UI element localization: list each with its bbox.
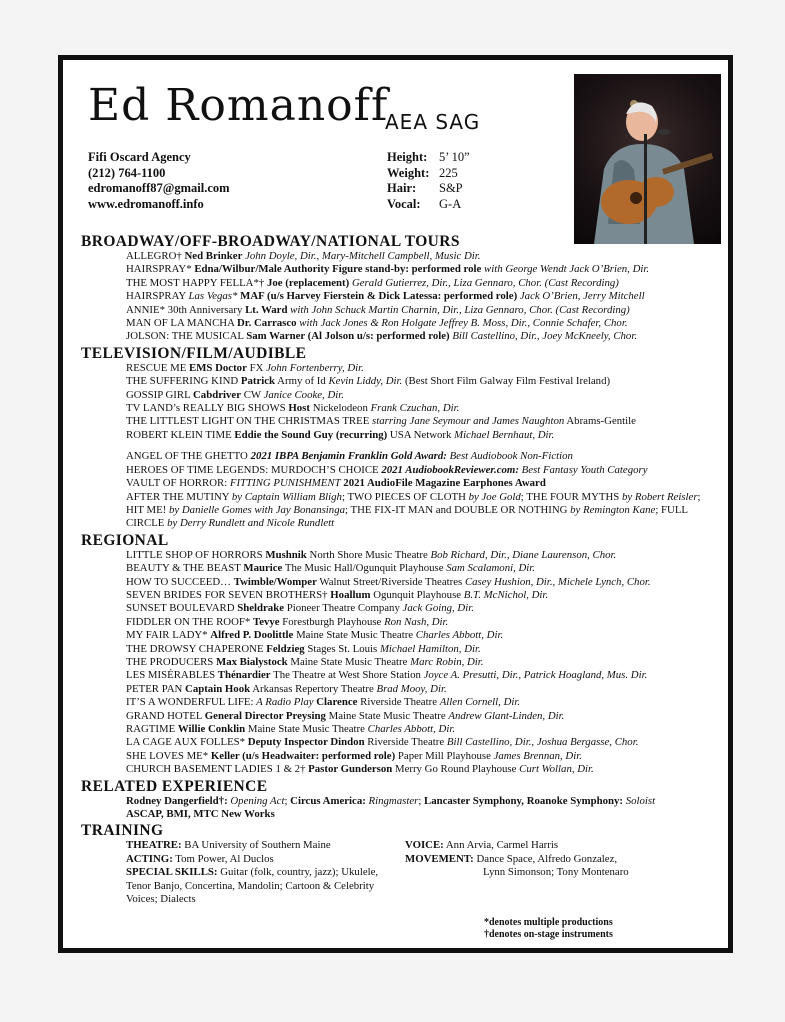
regional-list [81, 549, 721, 777]
tv-entry [81, 429, 721, 442]
venue: The Theatre at West Shore Station [273, 669, 421, 682]
training-skills: SPECIAL SKILLS: Guitar (folk, country, jazz); Ukulele, Tenor Banjo, Concertina, Mandolin; Cartoon & Celebrity Voices; Dialects [126, 866, 379, 906]
audiobook-award: 2021 AudioFile Magazine Earphones Award [343, 477, 546, 490]
credit: Bill Castellino, Dir., Joshua Bergasse, Chor. [446, 736, 639, 749]
venue: Riverside Theatre [367, 736, 445, 749]
show-title: IT’S A WONDERFUL LIFE: [126, 696, 254, 709]
audio-credit-part: by Robert Reisler [621, 490, 698, 503]
related-part: Circus America: [290, 794, 366, 807]
role: Joe (replacement) [266, 276, 350, 289]
footnotes [484, 917, 613, 941]
tv-entry [81, 389, 721, 402]
tv-entry [81, 415, 721, 428]
credit: with Jack Jones & Ron Holgate Jeffrey B. Moss, Dir., Connie Schafer, Chor. [299, 317, 628, 330]
audio-credit-part: by Captain William Bligh [231, 490, 342, 503]
actor-name: Ed Romanoff [88, 80, 389, 131]
show-title: RESCUE ME [126, 361, 187, 374]
section-training-title: TRAINING [81, 822, 164, 840]
audio-list [81, 450, 721, 490]
training-block [81, 839, 721, 911]
broadway-entry [81, 317, 721, 330]
training-voice: VOICE: Ann Arvia, Carmel Harris [405, 839, 559, 852]
credit: Sam Scalamoni, Dir. [446, 562, 535, 575]
section-tv-title: TELEVISION/FILM/AUDIBLE [81, 344, 307, 362]
audio-credit-part: ; FULL CIRCLE [126, 503, 688, 530]
venue: Forestburgh Playhouse [282, 615, 382, 628]
regional-entry [81, 669, 721, 682]
resume-sheet [58, 55, 733, 953]
broadway-entry [81, 304, 721, 317]
role: Sam Warner (Al Jolson u/s: performed role) [246, 330, 450, 343]
network: Army of Id [277, 375, 326, 388]
venue: Maine State Music Theatre [296, 629, 414, 642]
role: Sheldrake [237, 602, 284, 615]
phone: (212) 764-1100 [88, 165, 166, 180]
show-title: HAIRSPRAY* [126, 263, 192, 276]
audiobook-note: Best Fantasy Youth Category [521, 463, 648, 476]
credit: Jack O’Brien, Jerry Mitchell [519, 290, 645, 303]
credit: Curt Wollan, Dir. [519, 763, 594, 776]
audio-credit-part: ; TWO PIECES OF CLOTH [341, 490, 469, 503]
credit: Michael Bernhaut, Dir. [454, 428, 555, 441]
venue: Arkansas Repertory Theatre [252, 682, 374, 695]
extra-note: (Best Short Film Galway Film Festival Ireland) [404, 375, 611, 388]
role: Eddie the Sound Guy (recurring) [234, 428, 388, 441]
credit: Frank Czuchan, Dir. [370, 402, 460, 415]
role: General Director Preysing [204, 709, 326, 722]
section-regional-title: REGIONAL [81, 531, 169, 549]
role: Twimble/Womper [233, 575, 317, 588]
venue: Pioneer Theatre Company [286, 602, 400, 615]
show-title: HAIRSPRAY [126, 290, 186, 303]
role: Host [288, 402, 310, 415]
related-part: ; [284, 794, 291, 807]
show-subtitle: A Radio Play [256, 696, 314, 709]
audio-credit-part: by Remington Kane [570, 503, 656, 516]
audio-credit-part: AFTER THE MUTINY [126, 490, 232, 503]
regional-entry [81, 696, 721, 709]
role: Feldzieg [266, 642, 305, 655]
training-movement-2: Lynn Simonson; Tony Montenaro [483, 866, 629, 879]
resume-body [81, 232, 721, 911]
regional-entry [81, 656, 721, 669]
venue: North Shore Music Theatre [309, 548, 428, 561]
network: CW [243, 388, 261, 401]
tv-entry [81, 375, 721, 388]
tv-entry [81, 402, 721, 415]
show-title: SHE LOVES ME* [126, 749, 209, 762]
role: Alfred P. Doolittle [210, 629, 294, 642]
show-title: TV LAND’s REALLY BIG SHOWS [126, 402, 286, 415]
venue: Walnut Street/Riverside Theatres [319, 575, 463, 588]
audiobook-award: 2021 IBPA Benjamin Franklin Gold Award: [250, 450, 447, 463]
regional-entry [81, 562, 721, 575]
role: EMS Doctor [189, 361, 247, 374]
related-line-1 [81, 795, 721, 808]
show-title: SUNSET BOULEVARD [126, 602, 235, 615]
role: Deputy Inspector Dindon [247, 736, 365, 749]
show-title: THE MOST HAPPY FELLA*† [126, 276, 265, 289]
audiobook-note: Best Audiobook Non-Fiction [449, 450, 573, 463]
credit: James Brennan, Dir. [493, 749, 582, 762]
regional-entry [81, 736, 721, 749]
role: Edna/Wilbur/Male Authority Figure stand-by: performed role [194, 263, 482, 276]
audiobook-entry [81, 464, 721, 477]
regional-entry [81, 763, 721, 776]
role: Captain Hook [185, 682, 251, 695]
regional-entry [81, 589, 721, 602]
venue: Maine State Music Theatre [247, 723, 365, 735]
audio-credit-part: by Danielle Gomes with Jay Bonansinga [168, 503, 346, 516]
audiobook-entry [81, 450, 721, 463]
network: FX [249, 361, 264, 374]
credit: starring Jane Seymour and James Naughton [372, 415, 565, 428]
footnote-instruments: †denotes on-stage instruments [484, 929, 613, 940]
related-part: ; [418, 794, 425, 807]
related-part: Ringmaster [365, 794, 419, 807]
show-title: THE SUFFERING KIND [126, 375, 239, 388]
training-acting: ACTING: Tom Power, Al Duclos [126, 852, 274, 865]
show-title: LES MISÉRABLES [126, 669, 216, 682]
show-title: LITTLE SHOP OF HORRORS [126, 548, 263, 561]
audio-credit-part: by Joe Gold [468, 490, 521, 503]
credit: Allen Cornell, Dir. [439, 696, 521, 709]
show-title: ALLEGRO† [126, 250, 182, 262]
credit: Bill Castellino, Dir., Joey McKneely, Chor. [452, 330, 638, 343]
regional-entry [81, 710, 721, 723]
credit: Kevin Liddy, Dir. [328, 375, 403, 388]
role: Patrick [240, 375, 276, 388]
stats-block [387, 150, 470, 212]
role: Lt. Ward [245, 303, 288, 316]
show-title: MAN OF LA MANCHA [126, 317, 235, 330]
show-title: MY FAIR LADY* [126, 629, 208, 642]
email: edromanoff87@gmail.com [88, 181, 230, 195]
role: Thénardier [217, 669, 271, 682]
show-title: ANNIE* 30th Anniversary [126, 303, 243, 316]
credit: Ron Nash, Dir. [384, 615, 449, 628]
credit: Marc Robin, Dir. [410, 655, 484, 668]
related-line-2: ASCAP, BMI, MTC New Works [126, 808, 275, 821]
training-col-2 [405, 839, 705, 879]
show-title: JOLSON: THE MUSICAL [126, 330, 244, 343]
audiobook-title: ANGEL OF THE GHETTO [126, 450, 248, 463]
stat-weight: Weight: 225 [387, 165, 458, 180]
role: Max Bialystock [216, 655, 288, 668]
footnote-multiple: *denotes multiple productions [484, 917, 613, 928]
tv-list [81, 362, 721, 442]
role: Clarence [316, 696, 358, 709]
credit: Jack Going, Dir. [402, 602, 474, 615]
venue: Maine State Music Theatre [290, 655, 408, 668]
tv-entry [81, 362, 721, 375]
audio-credit-part: ; HIT ME! [126, 490, 701, 516]
network: USA Network [389, 428, 452, 441]
venue: Paper Mill Playhouse [397, 749, 491, 762]
venue: The Music Hall/Ogunquit Playhouse [284, 562, 444, 575]
extra-note: Abrams-Gentile [566, 415, 636, 428]
show-title: HOW TO SUCCEED… [126, 575, 231, 588]
role: Cabdriver [193, 388, 241, 401]
training-movement: MOVEMENT: Dance Space, Alfredo Gonzalez, [405, 852, 618, 865]
audio-credit-part: by Derry Rundlett and Nicole Rundlett [167, 517, 335, 530]
broadway-entry [81, 330, 721, 343]
regional-entry [81, 643, 721, 656]
headshot-photo [574, 74, 721, 244]
show-title: THE PRODUCERS [126, 655, 214, 668]
regional-entry [81, 723, 721, 736]
role: Keller (u/s Headwaiter: performed role) [210, 749, 396, 762]
audiobook-award: 2021 AudiobookReviewer.com: [381, 463, 519, 476]
related-part: Lancaster Symphony, Roanoke Symphony: [424, 794, 624, 807]
show-title: SEVEN BRIDES FOR SEVEN BROTHERS† [126, 588, 328, 601]
related-part: Rodney Dangerfield†: [126, 794, 228, 807]
audiobook-note: FITTING PUNISHMENT [229, 477, 341, 490]
role: Mushnik [265, 548, 307, 561]
show-title: THE DROWSY CHAPERONE [126, 642, 264, 655]
show-title: ROBERT KLEIN TIME [126, 428, 232, 441]
audiobook-title: HEROES OF TIME LEGENDS: MURDOCH’S CHOICE [126, 463, 379, 476]
credit: Janice Cooke, Dir. [263, 388, 344, 401]
related-part: Soloist [623, 794, 656, 807]
role: Maurice [243, 562, 283, 575]
role: Willie Conklin [177, 723, 246, 735]
show-title: THE LITTLEST LIGHT ON THE CHRISTMAS TREE [126, 415, 370, 428]
stat-vocal: Vocal: G-A [387, 196, 462, 211]
contact-block [88, 150, 230, 212]
audiobook-title: VAULT OF HORROR: [126, 477, 228, 490]
credit: Gerald Gutierrez, Dir., Liza Gennaro, Chor. (Cast Recording) [351, 276, 619, 289]
credit: Michael Hamilton, Dir. [379, 642, 481, 655]
section-related-title: RELATED EXPERIENCE [81, 777, 268, 795]
show-title: CHURCH BASEMENT LADIES 1 & 2† [126, 763, 306, 776]
section-broadway-title: BROADWAY/OFF-BROADWAY/NATIONAL TOURS [81, 233, 460, 250]
role: Dr. Carrasco [237, 317, 297, 330]
role: Ned Brinker [184, 250, 243, 262]
role: Pastor Gunderson [308, 763, 393, 776]
broadway-entry [81, 290, 721, 303]
credit: Bob Richard, Dir., Diane Laurenson, Chor. [430, 548, 617, 561]
stat-hair: Hair: S&P [387, 181, 463, 195]
union-affiliations: AEA SAG [385, 110, 481, 134]
broadway-list [81, 250, 721, 344]
related-part: Opening Act [227, 794, 285, 807]
credit: with John Schuck Martin Charnin, Dir., Liza Gennaro, Chor. (Cast Recording) [290, 303, 630, 316]
credit: Joyce A. Presutti, Dir., Patrick Hoagland, Mus. Dir. [423, 669, 648, 682]
show-title: GOSSIP GIRL [126, 388, 191, 401]
broadway-entry [81, 277, 721, 290]
regional-entry [81, 616, 721, 629]
show-subtitle: Las Vegas* [188, 290, 238, 303]
role: Hoallum [330, 588, 371, 601]
credit: Brad Mooy, Dir. [376, 682, 447, 695]
regional-entry [81, 602, 721, 615]
broadway-entry [81, 250, 721, 263]
show-title: BEAUTY & THE BEAST [126, 562, 241, 575]
audio-paragraph [81, 491, 721, 531]
regional-entry [81, 629, 721, 642]
credit: John Doyle, Dir., Mary-Mitchell Campbell, Music Dir. [245, 250, 481, 262]
audiobook-entry [81, 477, 721, 490]
venue: Maine State Music Theatre [328, 709, 446, 722]
credit: Charles Abbott, Dir. [415, 629, 504, 642]
stat-height: Height: 5’ 10” [387, 150, 470, 164]
show-title: GRAND HOTEL [126, 709, 203, 722]
regional-entry [81, 750, 721, 763]
venue: Stages St. Louis [307, 642, 378, 655]
broadway-entry [81, 263, 721, 276]
website: www.edromanoff.info [88, 196, 204, 211]
venue: Ogunquit Playhouse [373, 588, 462, 601]
show-title: PETER PAN [126, 682, 183, 695]
regional-entry [81, 576, 721, 589]
training-theatre: THEATRE: BA University of Southern Maine [126, 839, 331, 852]
credit: Andrew Glant-Linden, Dir. [448, 709, 565, 722]
role: Tevye [252, 615, 280, 628]
venue: Riverside Theatre [360, 696, 437, 709]
audio-credit-part: ; THE FOUR MYTHS [520, 490, 622, 503]
venue: Merry Go Round Playhouse [394, 763, 517, 776]
credit: John Fortenberry, Dir. [266, 361, 364, 374]
credit: B.T. McNichol, Dir. [463, 588, 549, 601]
credit: Casey Hushion, Dir., Michele Lynch, Chor. [464, 575, 651, 588]
credit: Charles Abbott, Dir. [367, 723, 456, 735]
show-title: LA CAGE AUX FOLLES* [126, 736, 246, 749]
training-col-1 [126, 839, 386, 906]
agency: Fifi Oscard Agency [88, 150, 191, 164]
regional-entry [81, 683, 721, 696]
network: Nickelodeon [312, 402, 368, 415]
role: MAF (u/s Harvey Fierstein & Dick Latessa: performed role) [240, 290, 518, 303]
show-title: RAGTIME [126, 723, 176, 735]
audio-credit-part: ; THE FIX-IT MAN and DOUBLE OR NOTHING [345, 503, 571, 516]
regional-entry [81, 549, 721, 562]
credit: with George Wendt Jack O’Brien, Dir. [484, 263, 650, 276]
show-title: FIDDLER ON THE ROOF* [126, 615, 251, 628]
